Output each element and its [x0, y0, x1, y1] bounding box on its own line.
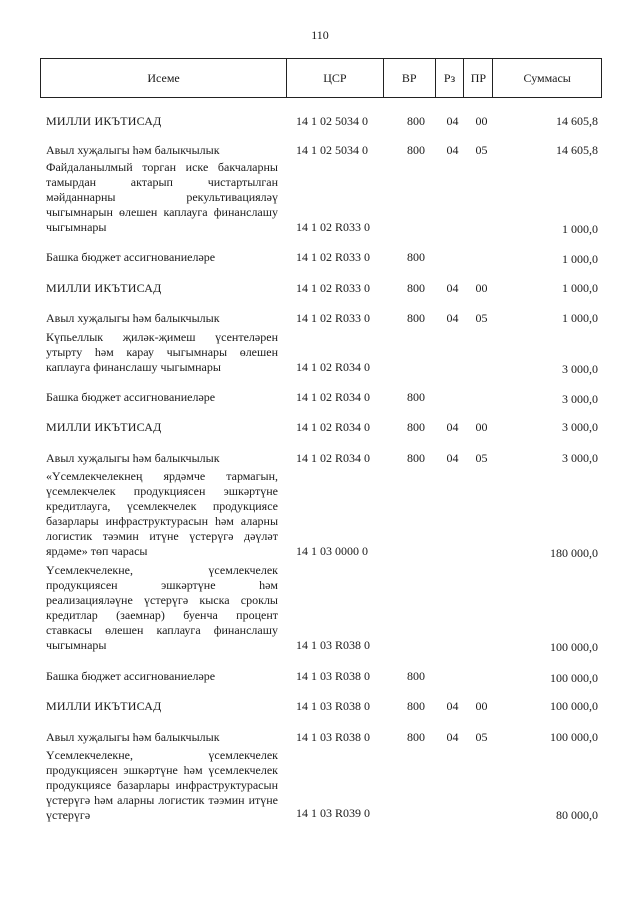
- header-rz: Рз: [436, 59, 465, 97]
- row-csr: 14 1 02 R033 0: [296, 311, 371, 325]
- row-sum: 100 000,0: [550, 730, 598, 744]
- row-vr: 800: [407, 281, 425, 295]
- row-name: МИЛЛИ ИКЪТИСАД: [46, 699, 162, 713]
- row-rz: 04: [446, 730, 459, 744]
- row-csr: 14 1 02 R034 0: [296, 360, 371, 374]
- table-row: [40, 451, 602, 466]
- row-name: Файдаланылмый торган иске бакчаларны тамырдан актарып чистартылган мәйданнарны рекультивацияләү чыгымнарын өлешен каплауга финанслашу чыгымнары: [46, 160, 278, 234]
- row-pr: 00: [475, 420, 488, 434]
- row-sum: 80 000,0: [556, 808, 598, 822]
- row-vr: 800: [407, 390, 425, 404]
- row-pr: 05: [475, 143, 488, 157]
- table-row: [40, 669, 602, 684]
- row-name: Авыл хуҗалыгы һәм балыкчылык: [46, 143, 220, 157]
- row-name: Авыл хуҗалыгы һәм балыкчылык: [46, 311, 220, 325]
- header-sum: Суммасы: [523, 70, 571, 85]
- row-name: МИЛЛИ ИКЪТИСАД: [46, 420, 162, 434]
- row-name: Башка бюджет ассигнованиеләре: [46, 669, 216, 683]
- row-sum: 3 000,0: [562, 420, 598, 434]
- row-csr: 14 1 03 R039 0: [296, 806, 371, 820]
- row-name: Авыл хуҗалыгы һәм балыкчылык: [46, 451, 220, 465]
- row-rz: 04: [446, 114, 459, 128]
- row-sum: 180 000,0: [550, 546, 598, 560]
- table-row: [40, 469, 602, 559]
- row-rz: 04: [446, 699, 459, 713]
- row-rz: 04: [446, 143, 459, 157]
- row-sum: 100 000,0: [550, 671, 598, 685]
- row-rz: 04: [446, 420, 459, 434]
- page-number: 110: [311, 28, 329, 42]
- row-vr: 800: [407, 699, 425, 713]
- row-vr: 800: [407, 669, 425, 683]
- row-sum: 3 000,0: [562, 451, 598, 465]
- table-row: [40, 748, 602, 823]
- table-row: [40, 311, 602, 326]
- row-name: Башка бюджет ассигнованиеләре: [46, 250, 216, 264]
- row-csr: 14 1 02 R034 0: [296, 420, 371, 434]
- row-sum: 100 000,0: [550, 699, 598, 713]
- row-vr: 800: [407, 730, 425, 744]
- row-csr: 14 1 02 R034 0: [296, 390, 371, 404]
- table-row: [40, 390, 602, 405]
- row-sum: 3 000,0: [562, 362, 598, 376]
- row-csr: 14 1 02 R033 0: [296, 281, 371, 295]
- header-vr: ВР: [384, 59, 436, 97]
- row-sum: 1 000,0: [562, 281, 598, 295]
- row-sum: 1 000,0: [562, 252, 598, 266]
- row-pr: 05: [475, 451, 488, 465]
- table-row: [40, 281, 602, 296]
- row-vr: 800: [407, 451, 425, 465]
- row-csr: 14 1 03 R038 0: [296, 638, 371, 652]
- row-rz: 04: [446, 311, 459, 325]
- row-csr: 14 1 02 R033 0: [296, 220, 371, 234]
- header-csr: ЦСР: [287, 59, 384, 97]
- row-vr: 800: [407, 250, 425, 264]
- row-pr: 00: [475, 114, 488, 128]
- row-csr: 14 1 03 0000 0: [296, 544, 368, 558]
- row-name: «Үсемлекчелекнең ярдәмче тармагын, үсемлекчелек продукциясен эшкәртүне кредитлауга, үсемлекчелек продукциясе базарлары инфраструктурасын һәм аларны логистик тәэмин итүне үстерүгә дәүләт ярдәме» төп чарасы: [46, 469, 278, 558]
- row-csr: 14 1 02 5034 0: [296, 143, 368, 157]
- header-pr: ПР: [464, 59, 493, 97]
- row-name: Үсемлекчелекне, үсемлекчелек продукциясен эшкәртүне һәм реализацияләүне үстерүгә кыска сроклы кредитлар (заемнар) буенча процент ставкасы өлешен каплауга финанслашу чыгымнары: [46, 563, 278, 652]
- row-sum: 14 605,8: [556, 143, 598, 157]
- table-row: [40, 114, 602, 129]
- row-sum: 1 000,0: [562, 222, 598, 236]
- row-csr: 14 1 03 R038 0: [296, 730, 371, 744]
- row-pr: 05: [475, 730, 488, 744]
- row-csr: 14 1 03 R038 0: [296, 669, 371, 683]
- row-sum: 1 000,0: [562, 311, 598, 325]
- row-csr: 14 1 02 5034 0: [296, 114, 368, 128]
- row-name: МИЛЛИ ИКЪТИСАД: [46, 281, 162, 295]
- table-row: [40, 250, 602, 265]
- row-name: Үсемлекчелекне, үсемлекчелек продукциясен эшкәртүне һәм үсемлекчелек продукциясе базарлары инфраструктурасын үстерүгә һәм аларны логистик тәэмин итүне үстерүгә: [46, 748, 278, 822]
- table-row: [40, 420, 602, 435]
- row-rz: 04: [446, 451, 459, 465]
- row-sum: 14 605,8: [556, 114, 598, 128]
- row-sum: 100 000,0: [550, 640, 598, 654]
- row-name: МИЛЛИ ИКЪТИСАД: [46, 114, 162, 128]
- row-name: Башка бюджет ассигнованиеләре: [46, 390, 216, 404]
- row-csr: 14 1 02 R033 0: [296, 250, 371, 264]
- row-vr: 800: [407, 143, 425, 157]
- table-row: [40, 730, 602, 745]
- table-row: [40, 160, 602, 235]
- row-name: Авыл хуҗалыгы һәм балыкчылык: [46, 730, 220, 744]
- table-row: [40, 563, 602, 653]
- table-row: [40, 143, 602, 158]
- header-name: Исеме: [41, 59, 287, 97]
- row-pr: 00: [475, 281, 488, 295]
- row-sum: 3 000,0: [562, 392, 598, 406]
- table-header: [40, 58, 602, 98]
- row-csr: 14 1 03 R038 0: [296, 699, 371, 713]
- table-row: [40, 699, 602, 714]
- row-name: Күпьеллык җиләк-җимеш үсентеләрен утырту һәм карау чыгымнары өлешен каплауга финанслашу чыгымнары: [46, 330, 278, 374]
- row-rz: 04: [446, 281, 459, 295]
- table-row: [40, 330, 602, 375]
- row-vr: 800: [407, 420, 425, 434]
- row-csr: 14 1 02 R034 0: [296, 451, 371, 465]
- row-pr: 00: [475, 699, 488, 713]
- row-vr: 800: [407, 114, 425, 128]
- row-vr: 800: [407, 311, 425, 325]
- row-pr: 05: [475, 311, 488, 325]
